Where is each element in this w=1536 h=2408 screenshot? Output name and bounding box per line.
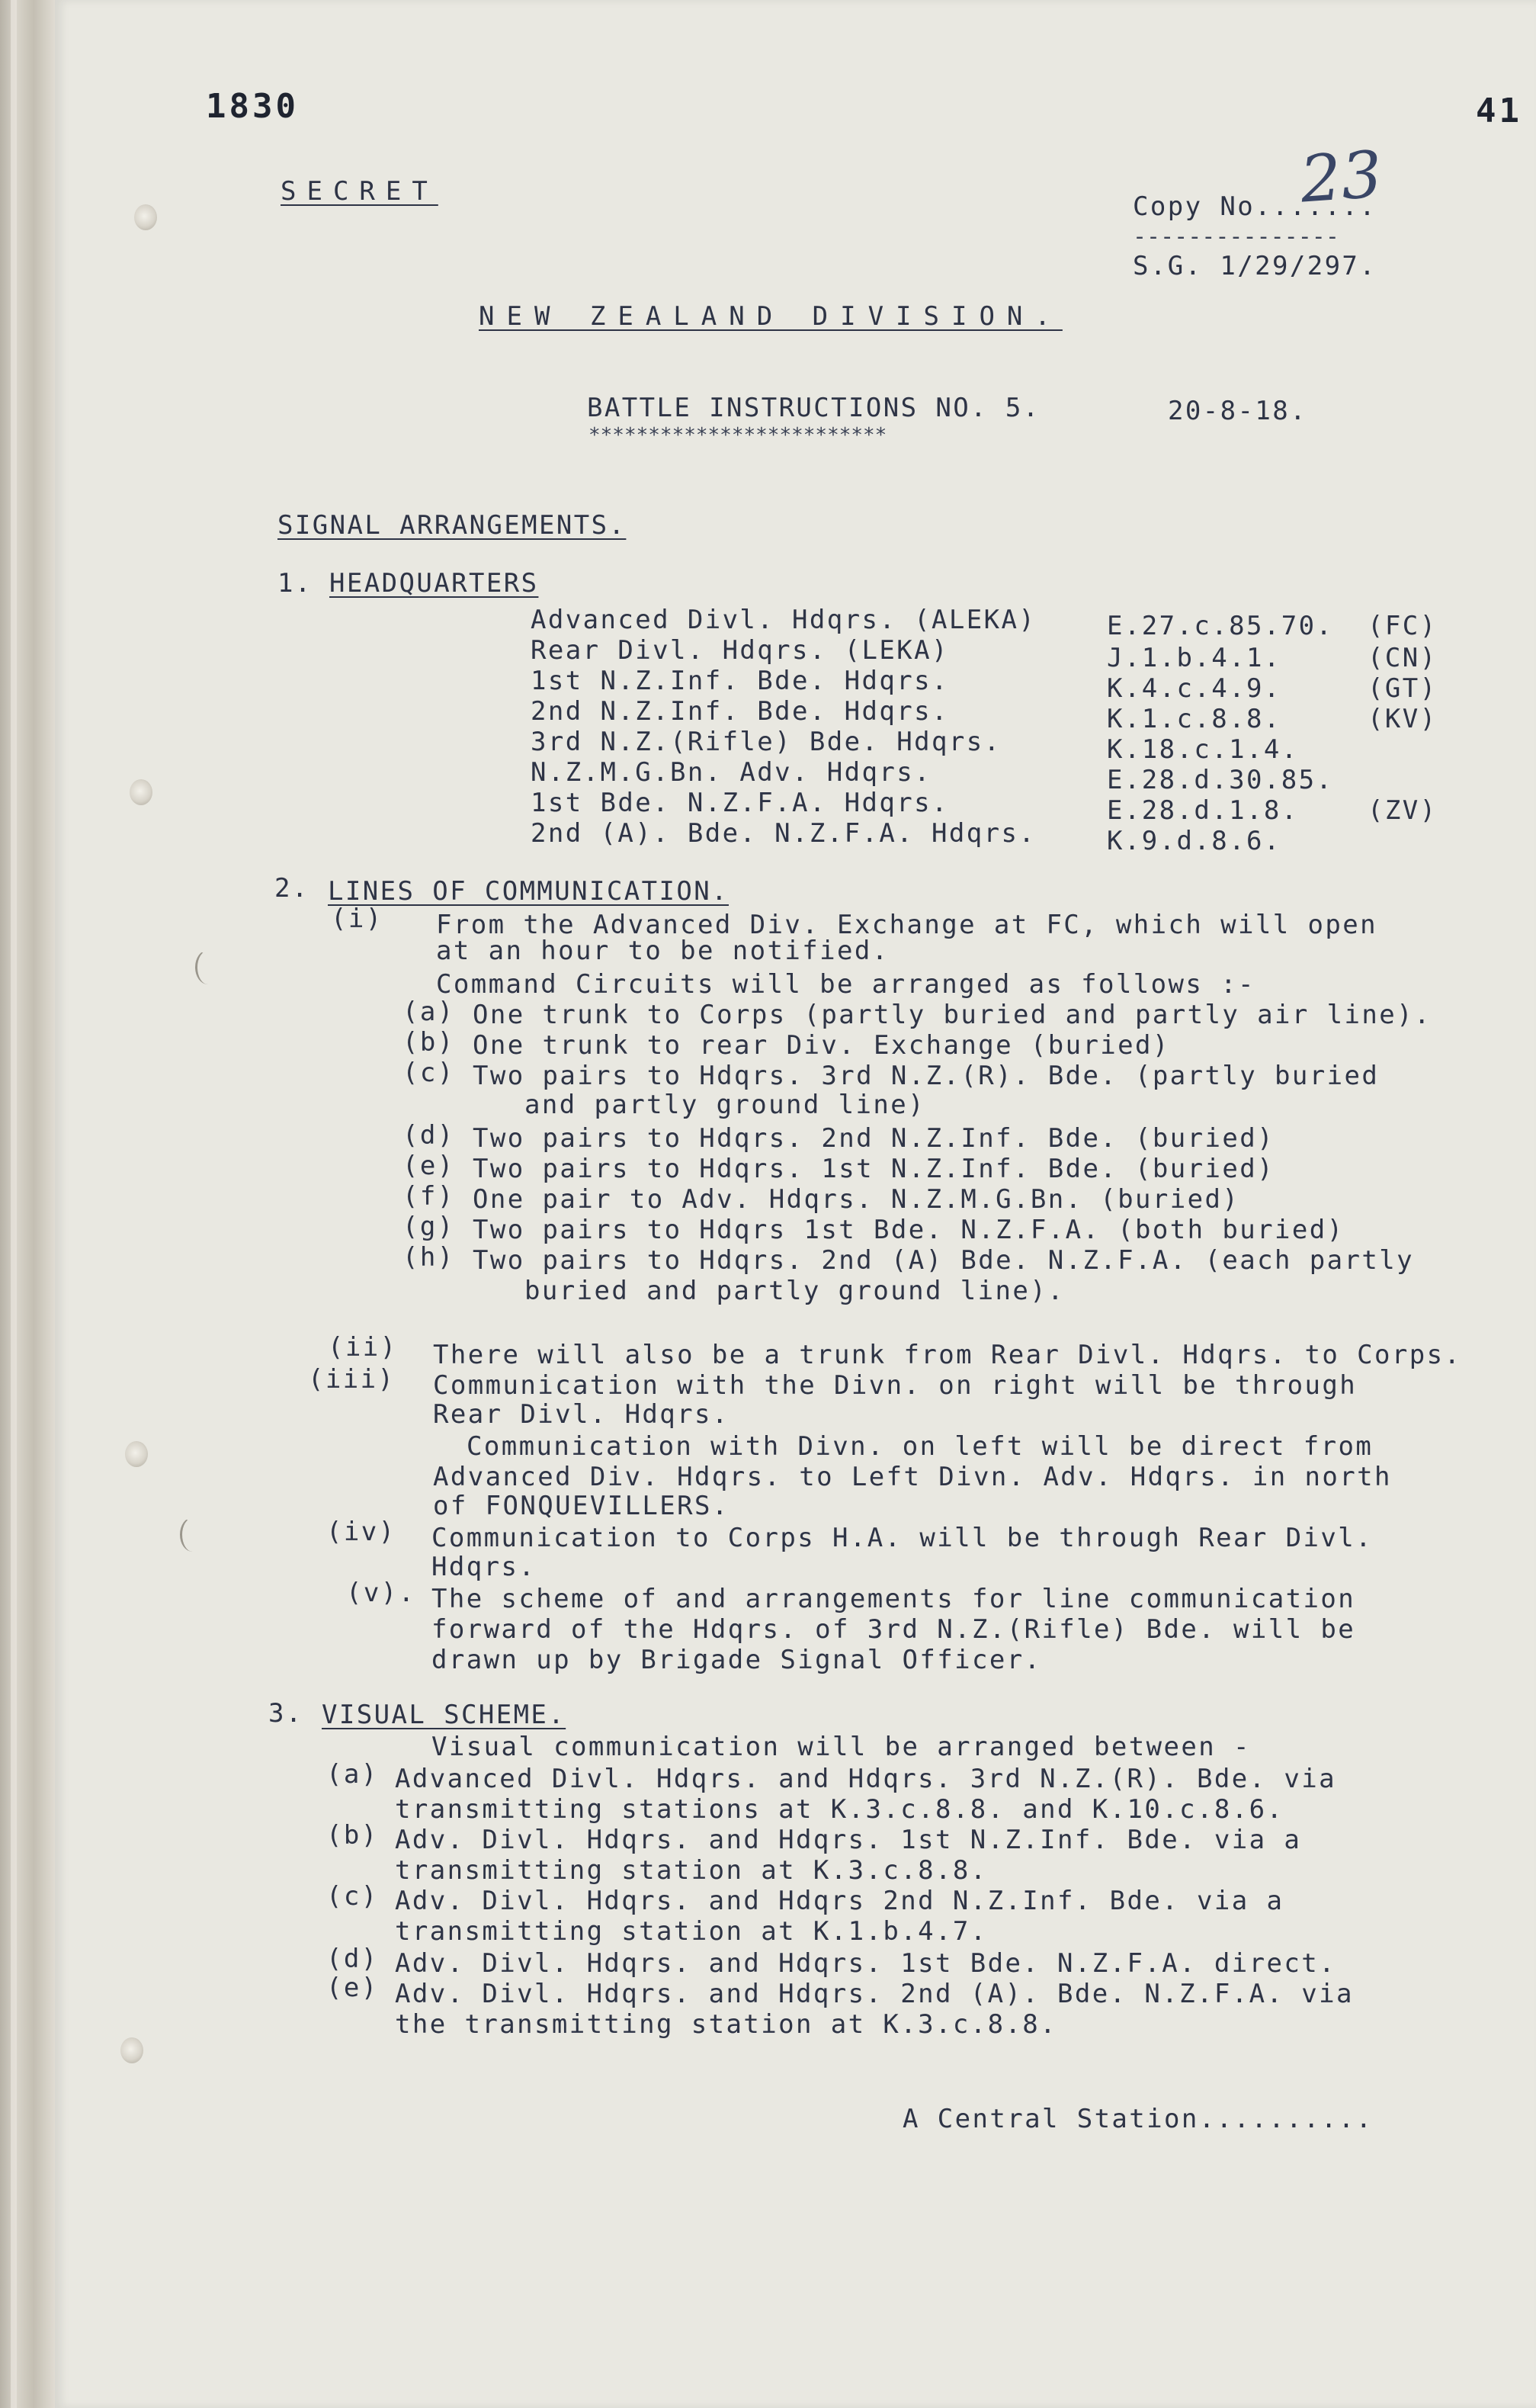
- para-iv-label: (iv): [326, 1517, 396, 1547]
- catchword: A Central Station..........: [903, 2104, 1374, 2134]
- para-iv-text: Communication to Corps H.A. will be through Rear Divl.: [431, 1523, 1373, 1553]
- hq-name: 1st N.Z.Inf. Bde. Hdqrs.: [531, 666, 949, 696]
- section-title: SIGNAL ARRANGEMENTS.: [277, 510, 627, 541]
- para-i-text: at an hour to be notified.: [436, 936, 890, 966]
- binder-edge: [0, 0, 56, 2408]
- reference-rule: ---------------: [1133, 223, 1339, 250]
- circuit-text: and partly ground line): [524, 1090, 926, 1120]
- archive-page-number-right: 41: [1476, 92, 1522, 130]
- punch-hole: [130, 779, 152, 805]
- visual-item-text: transmitting station at K.3.c.8.8.: [395, 1855, 988, 1886]
- visual-item-label: (d): [326, 1944, 379, 1974]
- archive-page-number-left: 1830: [206, 87, 299, 126]
- circuit-text: Two pairs to Hdqrs. 1st N.Z.Inf. Bde. (buried): [473, 1154, 1275, 1184]
- hq-grid-ref: K.9.d.8.6.: [1107, 826, 1281, 856]
- visual-item-text: Adv. Divl. Hdqrs. and Hdqrs 2nd N.Z.Inf. Bde. via a: [395, 1886, 1284, 1916]
- circuit-text: One pair to Adv. Hdqrs. N.Z.M.G.Bn. (buried): [473, 1184, 1240, 1215]
- visual-item-text: transmitting station at K.1.b.4.7.: [395, 1916, 988, 1947]
- para-iii-text: Communication with Divn. on left will be direct from: [467, 1431, 1374, 1462]
- circuit-label: (c): [402, 1058, 455, 1088]
- hq-name: Advanced Divl. Hdqrs. (ALEKA): [531, 605, 1037, 635]
- para-i-text: From the Advanced Div. Exchange at FC, which will open: [436, 910, 1377, 940]
- section-1-number: 1.: [277, 568, 313, 599]
- para-iii-text: Advanced Div. Hdqrs. to Left Divn. Adv. Hdqrs. in north: [433, 1462, 1392, 1492]
- hq-call-sign: (GT): [1368, 673, 1438, 704]
- circuit-text: Two pairs to Hdqrs. 2nd N.Z.Inf. Bde. (buried): [473, 1123, 1275, 1154]
- hq-name: N.Z.M.G.Bn. Adv. Hdqrs.: [531, 757, 932, 788]
- visual-item-text: Adv. Divl. Hdqrs. and Hdqrs. 2nd (A). Bde. N.Z.F.A. via: [395, 1979, 1354, 2009]
- section-3-heading: VISUAL SCHEME.: [322, 1700, 566, 1730]
- punch-hole-mark: [195, 950, 220, 984]
- para-iii-text: Rear Divl. Hdqrs.: [433, 1399, 730, 1430]
- visual-item-label: (a): [326, 1759, 379, 1790]
- visual-item-text: the transmitting station at K.3.c.8.8.: [395, 2009, 1058, 2040]
- para-iii-label: (iii): [308, 1364, 396, 1395]
- visual-item-label: (c): [326, 1881, 379, 1912]
- hq-name: 1st Bde. N.Z.F.A. Hdqrs.: [531, 788, 949, 818]
- punch-hole: [134, 204, 157, 230]
- para-ii-label: (ii): [328, 1332, 398, 1363]
- para-iii-text: Communication with the Divn. on right will be through: [433, 1370, 1358, 1401]
- para-v-text: The scheme of and arrangements for line communication: [431, 1584, 1356, 1614]
- para-iii-text: of FONQUEVILLERS.: [433, 1491, 730, 1521]
- circuit-label: (g): [402, 1212, 455, 1242]
- hq-grid-ref: K.4.c.4.9.: [1107, 673, 1281, 704]
- division-title: NEW ZEALAND DIVISION.: [479, 301, 1063, 332]
- visual-item-label: (e): [326, 1973, 379, 2003]
- circuit-text: Two pairs to Hdqrs. 3rd N.Z.(R). Bde. (partly buried: [473, 1061, 1380, 1091]
- document-date: 20-8-18.: [1168, 396, 1307, 426]
- visual-item-text: Adv. Divl. Hdqrs. and Hdqrs. 1st N.Z.Inf. Bde. via a: [395, 1825, 1302, 1855]
- hq-grid-ref: K.1.c.8.8.: [1107, 704, 1281, 734]
- classification-label: SECRET: [281, 176, 438, 207]
- command-circuits-intro: Command Circuits will be arranged as follows :-: [436, 969, 1255, 1000]
- circuit-label: (a): [402, 997, 455, 1027]
- hq-call-sign: (FC): [1368, 611, 1438, 641]
- circuit-label: (b): [402, 1027, 455, 1058]
- hq-name: Rear Divl. Hdqrs. (LEKA): [531, 635, 949, 666]
- hq-name: 3rd N.Z.(Rifle) Bde. Hdqrs.: [531, 727, 1002, 757]
- section-2-heading: LINES OF COMMUNICATION.: [328, 876, 730, 907]
- copy-number-handwritten: 23: [1297, 136, 1385, 217]
- section-3-number: 3.: [268, 1698, 303, 1729]
- hq-grid-ref: J.1.b.4.1.: [1107, 643, 1281, 673]
- punch-hole: [125, 1441, 148, 1467]
- copy-number-label: Copy No.......: [1133, 191, 1377, 222]
- visual-item-label: (b): [326, 1820, 379, 1851]
- title-asterisk-rule: *************************: [588, 424, 887, 447]
- hq-grid-ref: E.28.d.1.8.: [1107, 795, 1299, 826]
- para-iv-text: Hdqrs.: [431, 1552, 537, 1582]
- hq-grid-ref: E.28.d.30.85.: [1107, 765, 1334, 795]
- circuit-label: (f): [402, 1181, 455, 1212]
- section-1-heading: HEADQUARTERS: [329, 568, 539, 599]
- circuit-text: Two pairs to Hdqrs 1st Bde. N.Z.F.A. (both buried): [473, 1215, 1345, 1245]
- reference-number: S.G. 1/29/297.: [1133, 251, 1377, 281]
- hq-name: 2nd (A). Bde. N.Z.F.A. Hdqrs.: [531, 818, 1037, 849]
- para-ii-text: There will also be a trunk from Rear Divl. Hdqrs. to Corps.: [433, 1340, 1462, 1370]
- instructions-title: BATTLE INSTRUCTIONS NO. 5.: [587, 393, 1041, 423]
- circuit-text: buried and partly ground line).: [524, 1276, 1065, 1306]
- binder-edge-highlight: [11, 0, 17, 2408]
- visual-item-text: Advanced Divl. Hdqrs. and Hdqrs. 3rd N.Z.(R). Bde. via: [395, 1764, 1336, 1794]
- para-i-label: (i): [331, 904, 383, 934]
- circuit-text: One trunk to rear Div. Exchange (buried): [473, 1030, 1170, 1061]
- circuit-label: (e): [402, 1151, 455, 1181]
- para-v-text: drawn up by Brigade Signal Officer.: [431, 1645, 1042, 1675]
- punch-hole-mark: [180, 1517, 205, 1552]
- visual-item-text: Adv. Divl. Hdqrs. and Hdqrs. 1st Bde. N.Z.F.A. direct.: [395, 1948, 1336, 1979]
- hq-call-sign: (ZV): [1368, 795, 1438, 826]
- hq-grid-ref: K.18.c.1.4.: [1107, 734, 1299, 765]
- visual-item-text: transmitting stations at K.3.c.8.8. and K.10.c.8.6.: [395, 1794, 1284, 1825]
- hq-name: 2nd N.Z.Inf. Bde. Hdqrs.: [531, 696, 949, 727]
- hq-grid-ref: E.27.c.85.70.: [1107, 611, 1334, 641]
- hq-call-sign: (KV): [1368, 704, 1438, 734]
- section-2-number: 2.: [274, 873, 309, 904]
- circuit-text: Two pairs to Hdqrs. 2nd (A) Bde. N.Z.F.A. (each partly: [473, 1245, 1414, 1276]
- punch-hole: [120, 2037, 143, 2063]
- para-v-text: forward of the Hdqrs. of 3rd N.Z.(Rifle) Bde. will be: [431, 1614, 1356, 1645]
- circuit-label: (h): [402, 1242, 455, 1273]
- circuit-text: One trunk to Corps (partly buried and partly air line).: [473, 1000, 1432, 1030]
- hq-call-sign: (CN): [1368, 643, 1438, 673]
- circuit-label: (d): [402, 1120, 455, 1151]
- visual-scheme-intro: Visual communication will be arranged between -: [431, 1732, 1251, 1762]
- para-v-label: (v).: [346, 1578, 416, 1608]
